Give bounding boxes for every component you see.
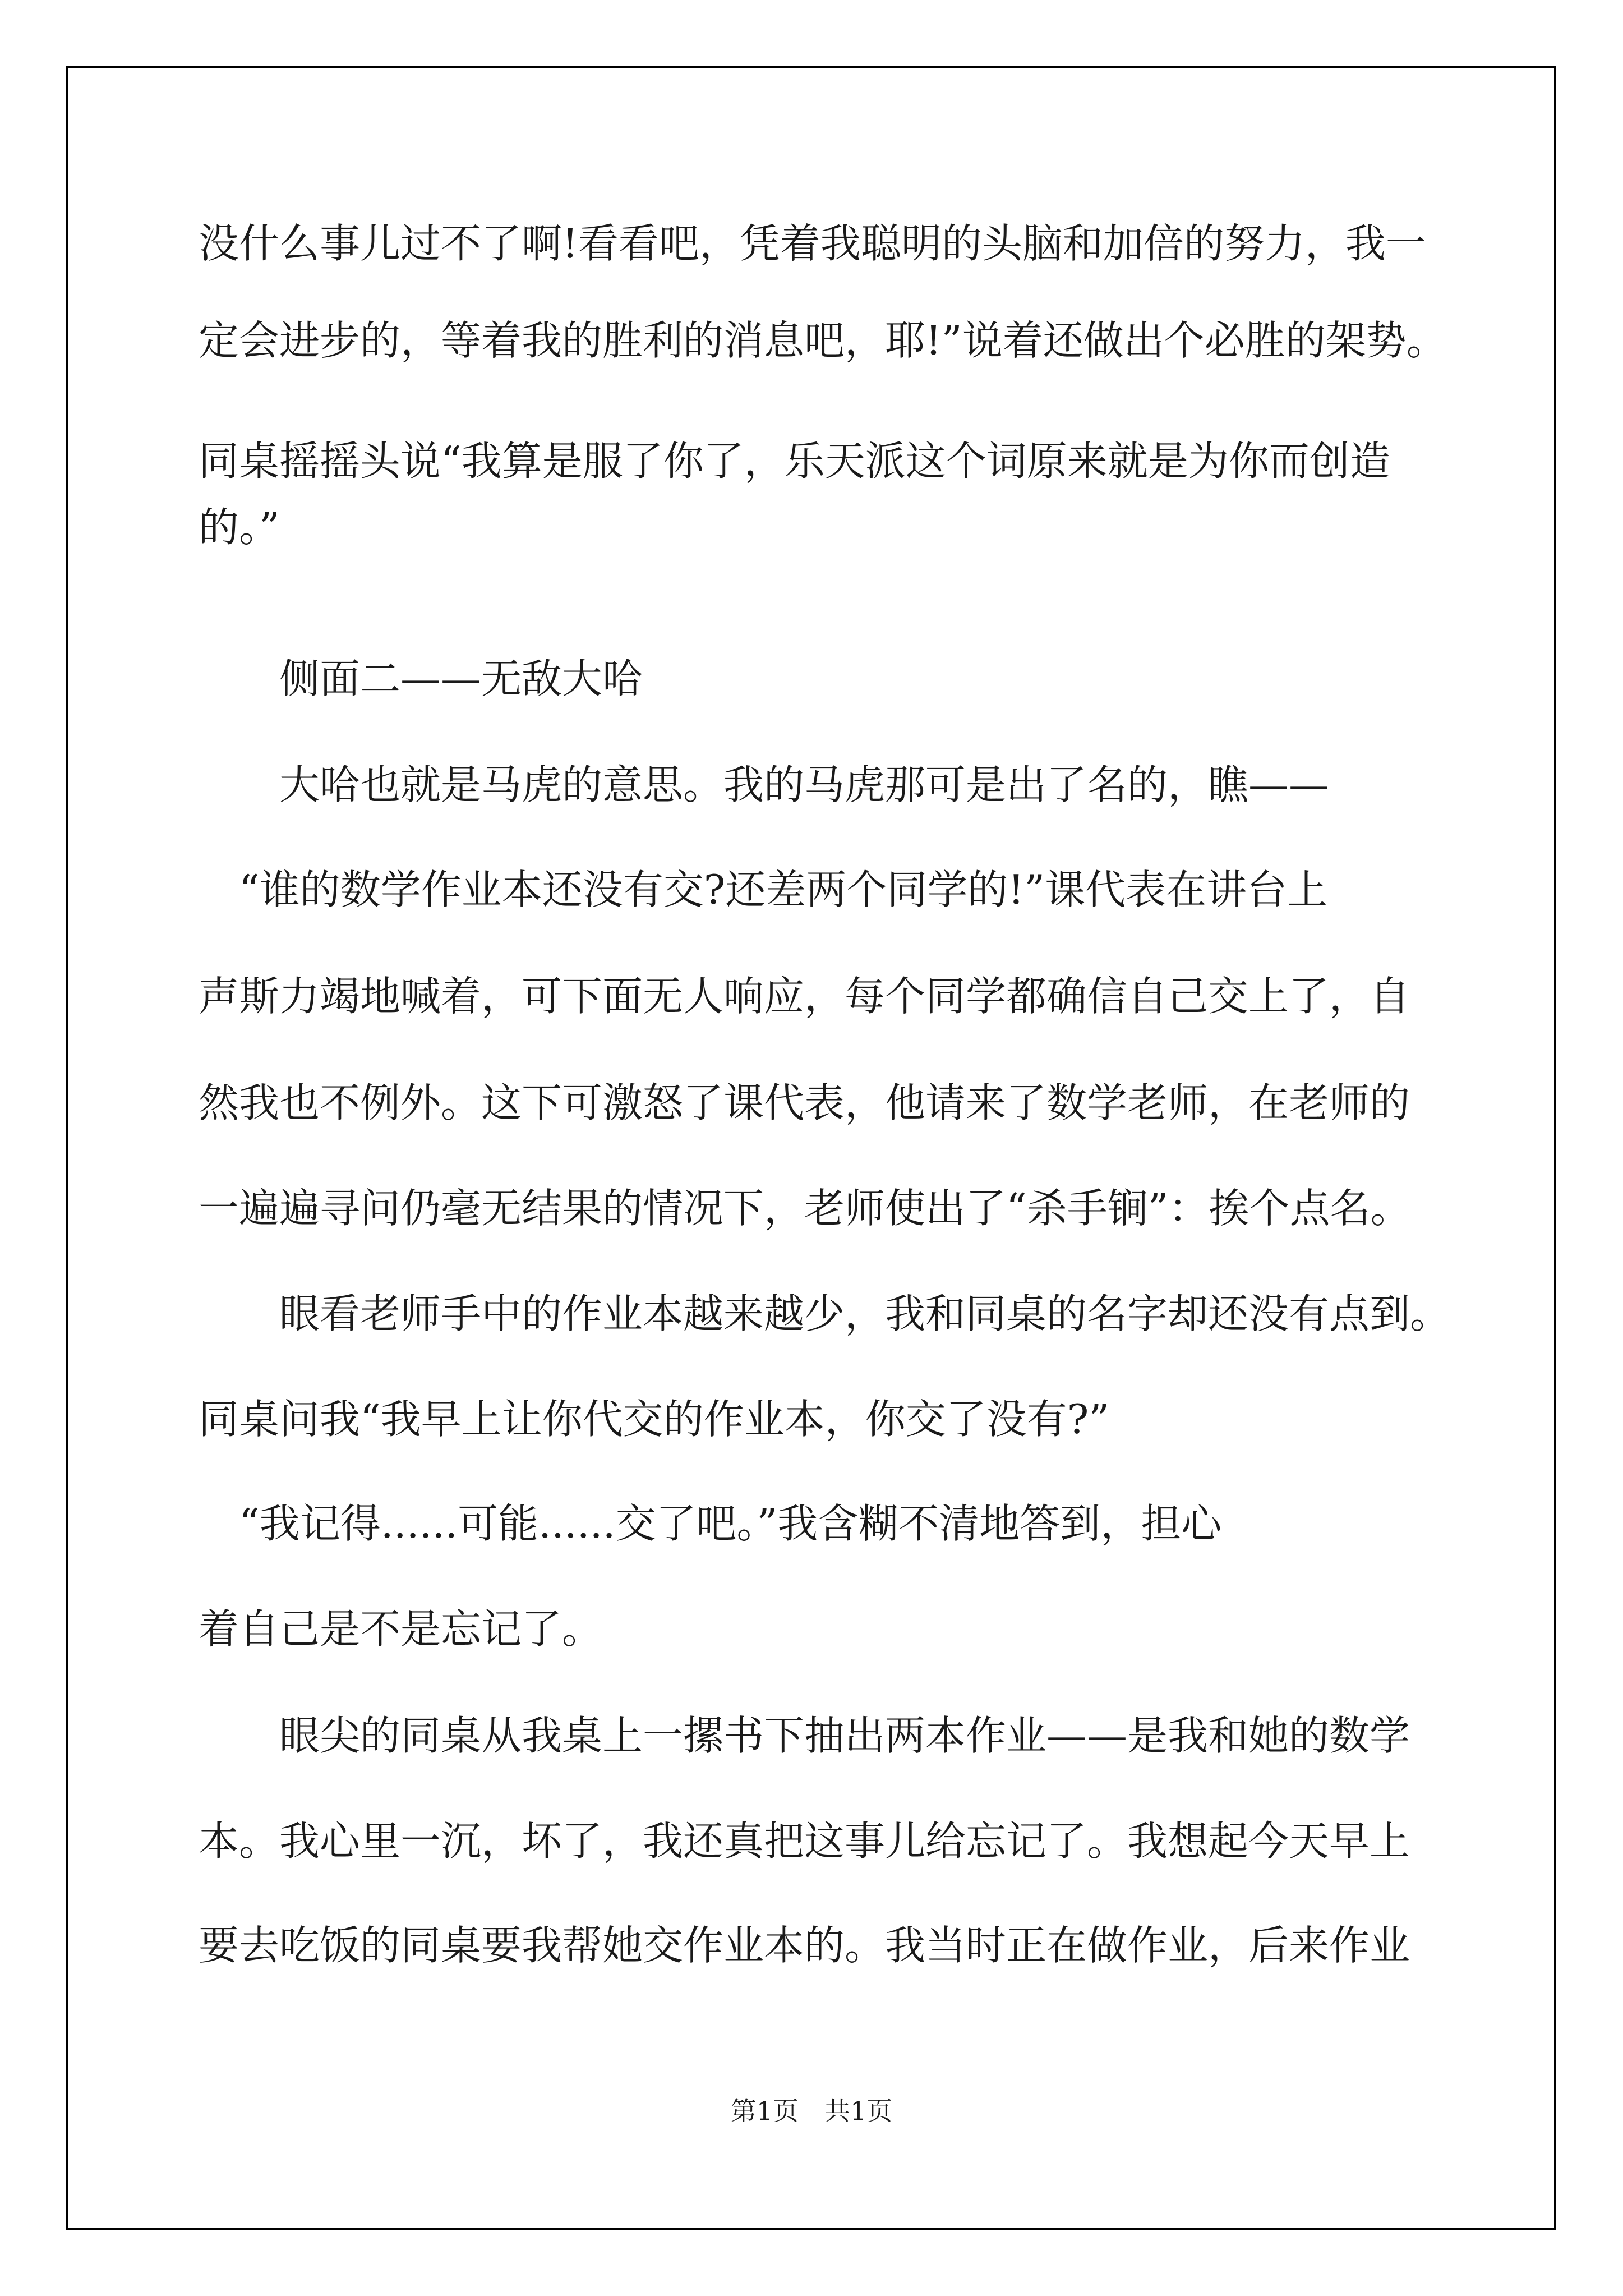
text-line-14: 着自己是不是忘记了。 [199,1605,603,1653]
section-heading: 侧面二——无敌大哈 [199,655,643,702]
text-line-7: “谁的数学作业本还没有交?还差两个同学的!”课代表在讲台上 [199,866,1328,913]
text-line-8: 声斯力竭地喊着，可下面无人响应，每个同学都确信自己交上了，自 [199,973,1410,1020]
text-line-3: 同桌摇摇头说“我算是服了你了，乐天派这个词原来就是为你而创造 [199,438,1390,485]
text-line-10: 一遍遍寻问仍毫无结果的情况下，老师使出了“杀手锏”：挨个点名。 [199,1185,1411,1232]
text-line-9: 然我也不例外。这下可激怒了课代表，他请来了数学老师，在老师的 [199,1079,1410,1126]
text-line-12: 同桌问我“我早上让你代交的作业本，你交了没有?” [199,1396,1110,1443]
text-line-15: 眼尖的同桌从我桌上一摞书下抽出两本作业——是我和她的数学 [199,1712,1410,1759]
text-line-1: 没什么事儿过不了啊!看看吧，凭着我聪明的头脑和加倍的努力，我一 [199,220,1426,267]
page-footer: 第1页 共1页 [730,2096,893,2126]
text-line-2: 定会进步的，等着我的胜利的消息吧，耶!”说着还做出个必胜的架势。 [199,317,1447,364]
text-line-17: 要去吃饭的同桌要我帮她交作业本的。我当时正在做作业，后来作业 [199,1922,1410,1969]
page-border [66,66,1556,2230]
text-line-16: 本。我心里一沉，坏了，我还真把这事儿给忘记了。我想起今天早上 [199,1818,1410,1865]
text-line-11: 眼看老师手中的作业本越来越少，我和同桌的名字却还没有点到。 [199,1290,1451,1337]
text-line-13: “我记得......可能......交了吧。”我含糊不清地答到，担心 [199,1500,1222,1547]
text-line-4: 的。” [199,504,280,551]
text-line-6: 大哈也就是马虎的意思。我的马虎那可是出了名的，瞧—— [199,761,1330,808]
